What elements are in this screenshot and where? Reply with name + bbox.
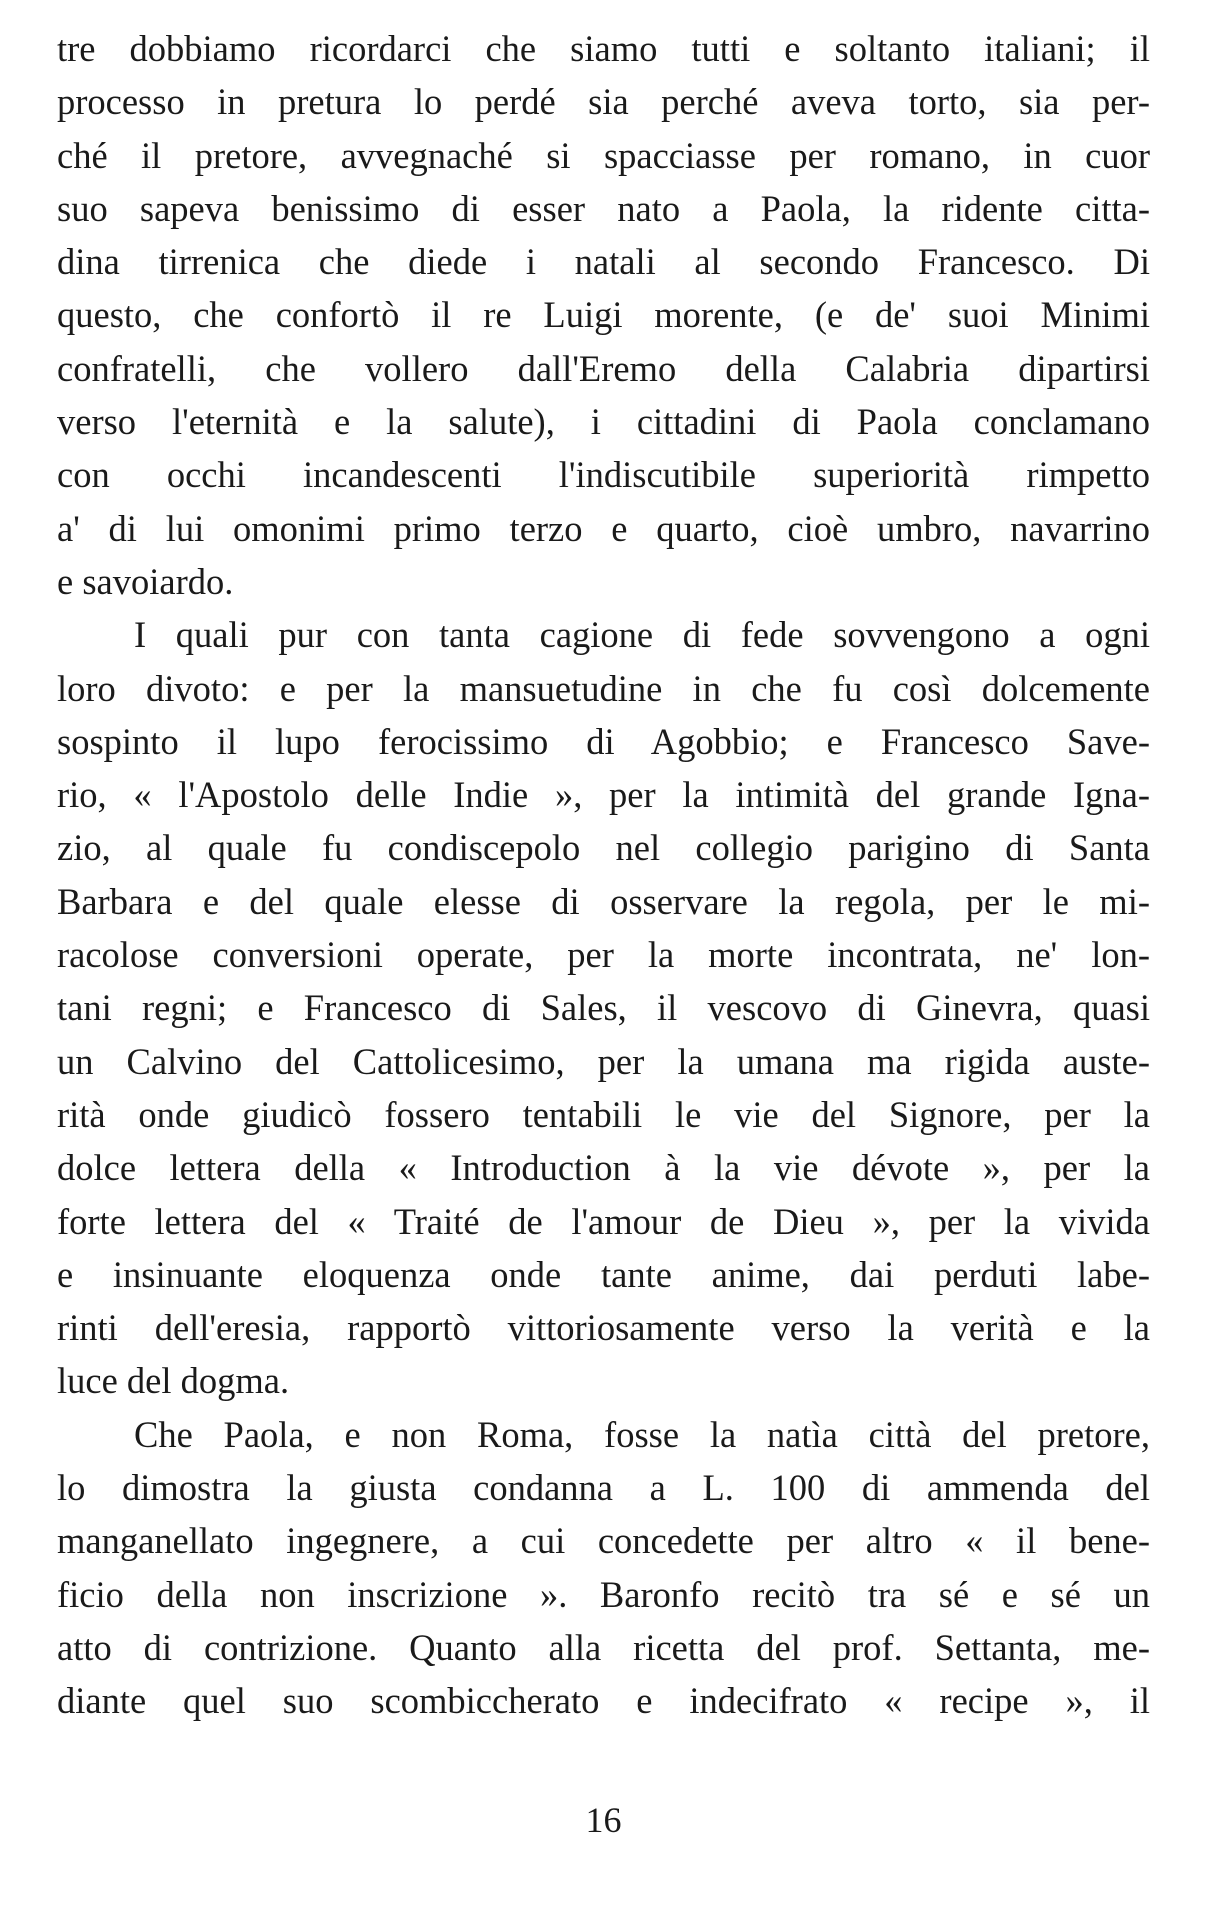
text-line: rinti dell'eresia, rapportò vittoriosamente verso la verità e la: [57, 1307, 1150, 1349]
text-line: Barbara e del quale elesse di osservare la regola, per le mi-: [57, 880, 1150, 922]
text-line: verso l'eternità e la salute), i cittadini di Paola conclamano: [57, 401, 1150, 443]
paragraph-1: [57, 22, 1150, 608]
text-line: rio, « l'Apostolo delle Indie », per la intimità del grande Igna-: [57, 774, 1150, 816]
text-line: e savoiardo.: [57, 560, 234, 602]
text-line: con occhi incandescenti l'indiscutibile superiorità rimpetto: [57, 454, 1150, 496]
text-line: forte lettera del « Traité de l'amour de Dieu », per la vivida: [57, 1200, 1150, 1242]
text-line: dolce lettera della « Introduction à la vie dévote », per la: [57, 1147, 1150, 1189]
text-line: racolose conversioni operate, per la morte incontrata, ne' lon-: [57, 934, 1150, 976]
text-line: ché il pretore, avvegnaché si spacciasse per romano, in cuor: [57, 134, 1150, 176]
paragraph-2: [57, 608, 1150, 1407]
text-line: sospinto il lupo ferocissimo di Agobbio; e Francesco Save-: [57, 720, 1150, 762]
text-line: un Calvino del Cattolicesimo, per la umana ma rigida auste-: [57, 1040, 1150, 1082]
body-text: [57, 22, 1150, 1728]
text-line: loro divoto: e per la mansuetudine in che fu così dolcemente: [57, 667, 1150, 709]
text-line: tre dobbiamo ricordarci che siamo tutti e soltanto italiani; il: [57, 28, 1150, 69]
text-line: lo dimostra la giusta condanna a L. 100 di ammenda del: [57, 1467, 1150, 1509]
text-line: questo, che confortò il re Luigi morente, (e de' suoi Minimi: [57, 294, 1150, 336]
text-line: atto di contrizione. Quanto alla ricetta del prof. Settanta, me-: [57, 1626, 1150, 1668]
text-line: a' di lui omonimi primo terzo e quarto, cioè umbro, navarrino: [57, 507, 1150, 549]
text-line: processo in pretura lo perdé sia perché aveva torto, sia per-: [57, 81, 1150, 123]
text-line: suo sapeva benissimo di esser nato a Paola, la ridente citta-: [57, 187, 1150, 229]
text-line: zio, al quale fu condiscepolo nel collegio parigino di Santa: [57, 827, 1150, 869]
text-line: rità onde giudicò fossero tentabili le vie del Signore, per la: [57, 1093, 1150, 1135]
text-line: luce del dogma.: [57, 1360, 290, 1402]
paragraph-3: [57, 1408, 1150, 1728]
text-line: Che Paola, e non Roma, fosse la natìa città del pretore,: [134, 1413, 1150, 1455]
text-line: diante quel suo scombiccherato e indecifrato « recipe », il: [57, 1680, 1150, 1722]
text-line: e insinuante eloquenza onde tante anime, dai perduti labe-: [57, 1253, 1150, 1295]
text-line: dina tirrenica che diede i natali al secondo Francesco. Di: [57, 241, 1150, 283]
page-number: 16: [585, 1800, 622, 1840]
text-line: confratelli, che vollero dall'Eremo della Calabria dipartirsi: [57, 347, 1150, 389]
text-line: manganellato ingegnere, a cui concedette per altro « il bene-: [57, 1520, 1150, 1562]
text-line: ficio della non inscrizione ». Baronfo recitò tra sé e sé un: [57, 1573, 1150, 1615]
text-line: I quali pur con tanta cagione di fede sovvengono a ogni: [134, 614, 1150, 656]
text-line: tani regni; e Francesco di Sales, il vescovo di Ginevra, quasi: [57, 987, 1150, 1029]
